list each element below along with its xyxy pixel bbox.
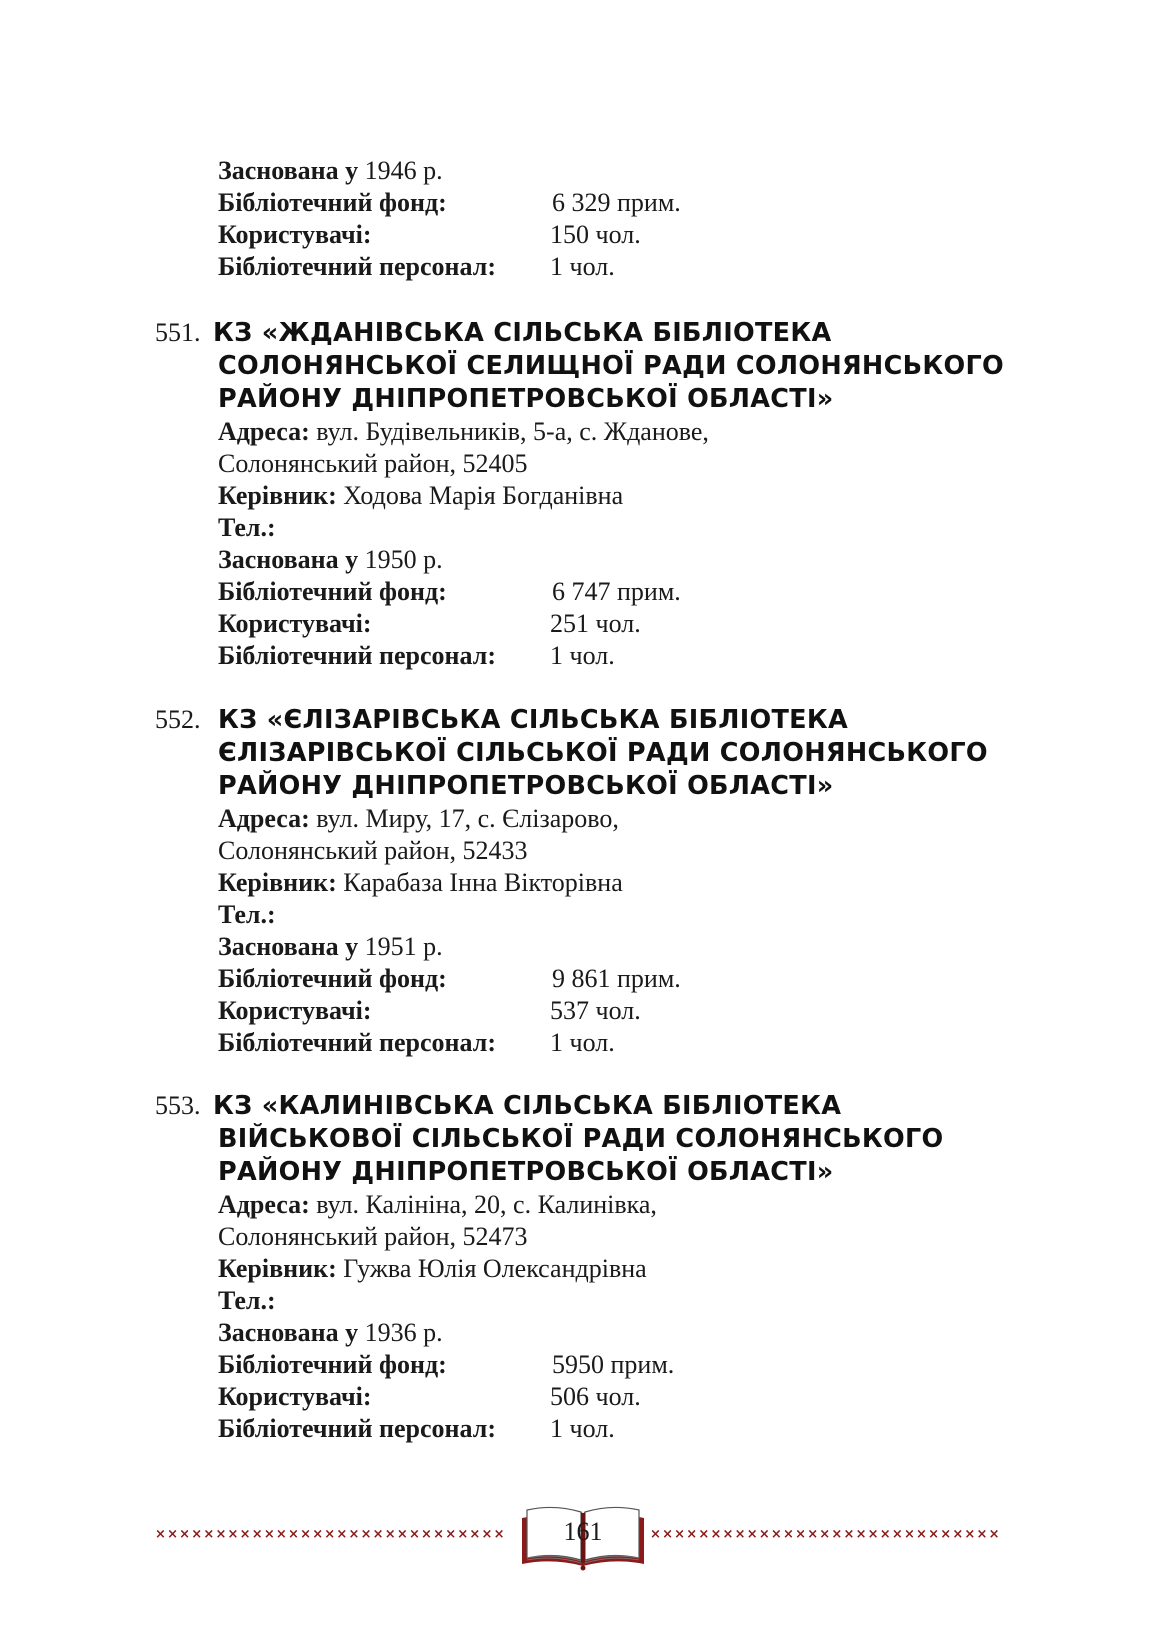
staff-value: 1 чол. — [550, 1028, 615, 1057]
staff-row: Бібліотечний персонал: — [218, 1414, 496, 1443]
page-number: 161 — [563, 1517, 603, 1546]
staff-row: Бібліотечний персонал: — [218, 252, 496, 281]
head-row: Керівник: Гужва Юлія Олександрівна — [218, 1254, 647, 1283]
entry-title: КЗ «КАЛИНІВСЬКА СІЛЬСЬКА БІБЛІОТЕКА — [213, 1091, 842, 1121]
entry-number: 552. — [155, 705, 201, 734]
staff-value: 1 чол. — [550, 1414, 615, 1443]
tel-row: Тел.: — [218, 513, 276, 542]
founded-row: Заснована у 1951 р. — [218, 932, 443, 961]
entry-title: ЄЛІЗАРІВСЬКОЇ СІЛЬСЬКОЇ РАДИ СОЛОНЯНСЬКОГО — [218, 738, 988, 768]
staff-value: 1 чол. — [550, 252, 615, 281]
users-row: Користувачі: — [218, 609, 372, 638]
address-row-2: Солонянський район, 52473 — [218, 1222, 528, 1251]
entry-number: 551. — [155, 318, 201, 347]
address-row-2: Солонянський район, 52433 — [218, 836, 528, 865]
fund-value: 6 747 прим. — [552, 577, 681, 606]
founded-row: Заснована у 1946 р. — [218, 156, 443, 185]
fund-row: Бібліотечний фонд: — [218, 964, 447, 993]
users-value: 251 чол. — [550, 609, 641, 638]
fund-row: Бібліотечний фонд: — [218, 1350, 447, 1379]
fund-row: Бібліотечний фонд: — [218, 577, 447, 606]
entry-title: РАЙОНУ ДНІПРОПЕТРОВСЬКОЇ ОБЛАСТІ» — [218, 1157, 834, 1187]
tel-row: Тел.: — [218, 1286, 276, 1315]
entry-title: СОЛОНЯНСЬКОЇ СЕЛИЩНОЇ РАДИ СОЛОНЯНСЬКОГО — [218, 351, 1004, 381]
address-row-2: Солонянський район, 52405 — [218, 449, 528, 478]
users-value: 537 чол. — [550, 996, 641, 1025]
staff-row: Бібліотечний персонал: — [218, 641, 496, 670]
staff-value: 1 чол. — [550, 641, 615, 670]
address-row: Адреса: вул. Миру, 17, с. Єлізарово, — [218, 804, 619, 833]
entry-title: ВІЙСЬКОВОЇ СІЛЬСЬКОЇ РАДИ СОЛОНЯНСЬКОГО — [218, 1124, 944, 1154]
address-row: Адреса: вул. Калініна, 20, с. Калинівка, — [218, 1190, 657, 1219]
entry-title: КЗ «ЖДАНІВСЬКА СІЛЬСЬКА БІБЛІОТЕКА — [213, 318, 832, 348]
entry-number: 553. — [155, 1091, 201, 1120]
fund-value: 9 861 прим. — [552, 964, 681, 993]
users-row: Користувачі: — [218, 220, 372, 249]
staff-row: Бібліотечний персонал: — [218, 1028, 496, 1057]
footer-ornament-right: ××××××××××××××××××××××××××××× — [650, 1527, 1001, 1542]
users-row: Користувачі: — [218, 996, 372, 1025]
footer-ornament-left: ××××××××××××××××××××××××××××× — [155, 1527, 506, 1542]
tel-row: Тел.: — [218, 900, 276, 929]
fund-value: 6 329 прим. — [552, 188, 681, 217]
entry-title: РАЙОНУ ДНІПРОПЕТРОВСЬКОЇ ОБЛАСТІ» — [218, 384, 834, 414]
head-row: Керівник: Карабаза Інна Вікторівна — [218, 868, 623, 897]
founded-row: Заснована у 1936 р. — [218, 1318, 443, 1347]
head-row: Керівник: Ходова Марія Богданівна — [218, 481, 624, 510]
fund-row: Бібліотечний фонд: — [218, 188, 447, 217]
founded-row: Заснована у 1950 р. — [218, 545, 443, 574]
users-value: 506 чол. — [550, 1382, 641, 1411]
address-row: Адреса: вул. Будівельників, 5-а, с. Жданове, — [218, 417, 709, 446]
entry-title: РАЙОНУ ДНІПРОПЕТРОВСЬКОЇ ОБЛАСТІ» — [218, 771, 834, 801]
users-value: 150 чол. — [550, 220, 641, 249]
fund-value: 5950 прим. — [552, 1350, 675, 1379]
entry-title: КЗ «ЄЛІЗАРІВСЬКА СІЛЬСЬКА БІБЛІОТЕКА — [218, 705, 849, 735]
users-row: Користувачі: — [218, 1382, 372, 1411]
